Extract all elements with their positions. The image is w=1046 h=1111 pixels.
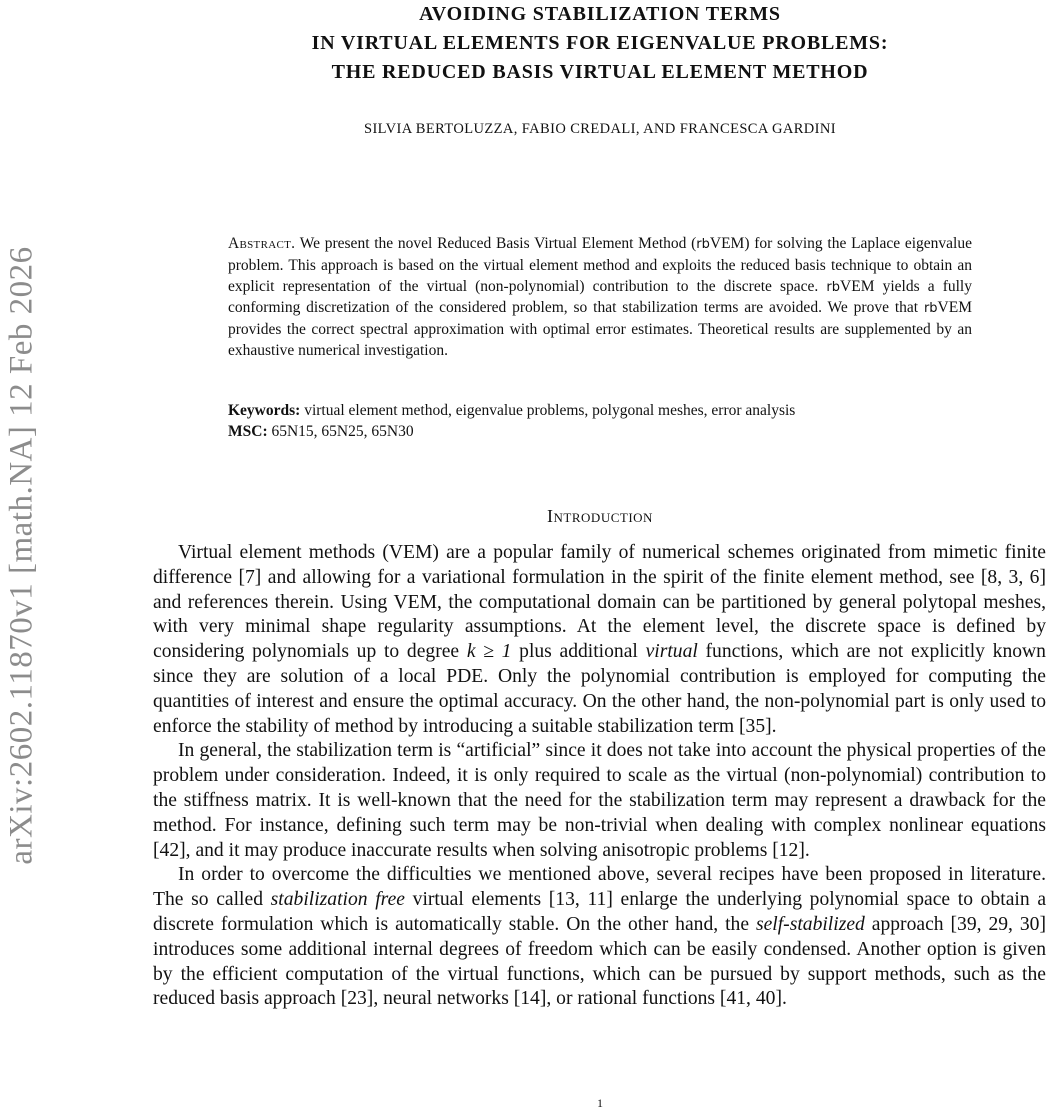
keywords-label: Keywords: <box>228 402 301 419</box>
section-heading: Introduction <box>547 506 653 526</box>
abstract-text-1: We present the novel Reduced Basis Virtual Element Method ( <box>295 235 697 252</box>
abstract-text-3: VEM yields a fully conforming discretization of the considered problem, so that stabilization terms are avoided. We prove that <box>228 277 972 317</box>
paragraph: In general, the stabilization term is “artificial” since it does not take into account the physical properties of the problem under consideration. Indeed, it is only required to scale as the virtual (non-polynomial) contribution to the stiffness matrix. It is well-known that the need for the stabilization term may represent a drawback for the method. For instance, defining such term may be non-trivial when dealing with complex nonlinear equations [42], and it may produce inaccurate results when solving anisotropic problems [12]. <box>153 740 1046 861</box>
paragraph <box>153 863 1046 1012</box>
emphasis: self-stabilized <box>755 913 865 935</box>
page-number: 1 <box>597 1096 603 1110</box>
abstract-text-4: VEM provides the correct spectral approximation with optimal error estimates. Theoretical results are supplemented by an exhaustive numerical investigation. <box>228 299 972 359</box>
emphasis: stabilization free <box>270 889 405 911</box>
arxiv-stamp-text: arXiv:2602.11870v1 [math.NA] 12 Feb 2026 <box>3 245 40 865</box>
rb-acronym: rb <box>826 279 841 295</box>
rb-acronym: rb <box>923 301 938 317</box>
keywords-text: virtual element method, eigenvalue problems, polygonal meshes, error analysis <box>300 402 796 419</box>
rb-acronym: rb <box>696 237 710 252</box>
paragraph <box>153 541 1046 739</box>
paragraph-text: virtual elements [13, 11] enlarge the underlying polynomial space to obtain a discrete formulation which is automatically stable. On the other hand, the <box>153 889 1046 935</box>
paragraph-text: Virtual element methods (VEM) are a popular family of numerical schemes originated from mimetic finite difference [7] and allowing for a variational formulation in the spirit of the finite element method, see [8, 3, 6] and references therein. Using VEM, the computational domain can be partitioned by general polytopal meshes, with very minimal shape regularity assumptions. At the element level, the discrete space is defined by considering polynomials up to degree <box>153 542 1046 663</box>
author-list: SILVIA BERTOLUZZA, FABIO CREDALI, AND FRANCESCA GARDINI <box>363 121 836 137</box>
paragraph-text: plus additional <box>511 641 646 663</box>
abstract-label: Abstract. <box>228 235 296 252</box>
msc-line <box>228 421 988 442</box>
msc-label: MSC: <box>228 423 268 440</box>
abstract-text-2: VEM) for solving the Laplace eigenvalue problem. This approach is based on the virtual element method and exploits the reduced basis technique to obtain an explicit representation of the virtual (non-polynomial) contribution to the discrete space. <box>228 235 972 295</box>
emphasis: virtual <box>645 641 698 663</box>
paragraph-text: functions, which are not explicitly known since they are solution of a local PDE. Only the polynomial contribution is employed for computing the quantities of interest and ensure the optimal accuracy. On the other hand, the non-polynomial part is only used to enforce the stability of method by introducing a suitable stabilization term [35]. <box>153 641 1046 737</box>
title-line-3: THE REDUCED BASIS VIRTUAL ELEMENT METHOD <box>331 61 869 83</box>
introduction-body <box>153 541 1046 1012</box>
paper-title <box>150 0 1046 87</box>
paper-metadata <box>228 400 988 442</box>
math-inline: k ≥ 1 <box>466 641 512 663</box>
title-line-2: IN VIRTUAL ELEMENTS FOR EIGENVALUE PROBLEMS: <box>311 32 889 54</box>
paragraph-text: approach [39, 29, 30] introduces some additional internal degrees of freedom which can be easily condensed. Another option is given by the efficient computation of the virtual functions, which can be pursued by support methods, such as the reduced basis approach [23], neural networks [14], or rational functions [41, 40]. <box>153 913 1046 1010</box>
keywords-line <box>228 400 988 421</box>
paragraph-text: In order to overcome the difficulties we mentioned above, several recipes have been proposed in literature. The so called <box>153 864 1046 911</box>
title-line-1: AVOIDING STABILIZATION TERMS <box>419 3 781 25</box>
msc-text: 65N15, 65N25, 65N30 <box>267 423 414 440</box>
abstract <box>228 234 972 362</box>
arxiv-stamp <box>2 165 42 945</box>
